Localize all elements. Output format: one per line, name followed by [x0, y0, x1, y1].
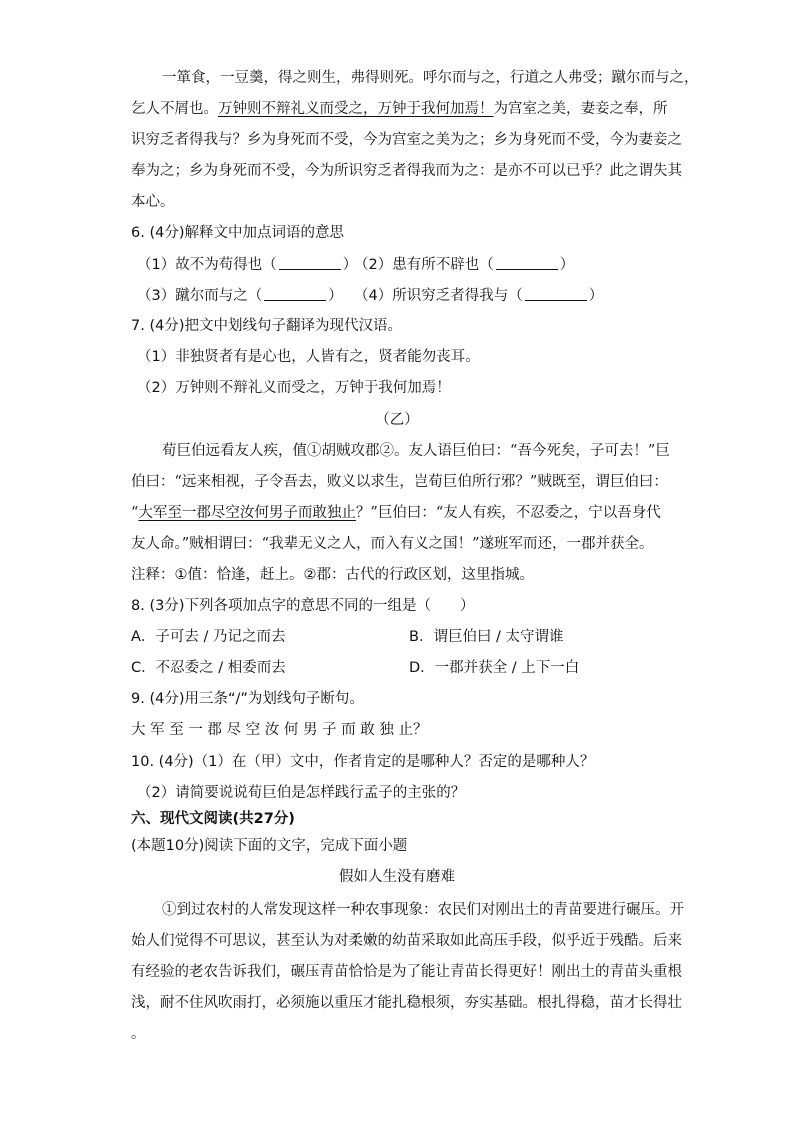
- article-para-1-line-2: 始人们觉得不可思议，甚至认为对柔嫩的幼苗采取如此高压手段，似乎近于残酷。后来: [131, 933, 682, 949]
- answer-blank[interactable]: [525, 288, 587, 301]
- passage-jia-line-2: [131, 102, 668, 117]
- q6-item-3: （3）蹴尔而与之（ ）: [137, 288, 343, 304]
- article-title: 假如人生没有磨难: [339, 869, 455, 885]
- q6-item-4: （4）所识穷乏者得我与（ ）: [354, 288, 604, 304]
- passage-jia-line-3: 识穷乏者得我与？乡为身死而不受，今为宫室之美为之；乡为身死而不受，今为妻妾之: [131, 132, 682, 148]
- article-para-1-line-4: 浅，耐不住风吹雨打，必须施以重压才能扎稳根须，夯实基础。根扎得稳，苗才长得壮: [131, 995, 682, 1011]
- q6-item-2: （2）患有所不辟也（ ）: [354, 257, 575, 273]
- answer-blank[interactable]: [264, 288, 326, 301]
- q9-sentence: 大 军 至 一 郡 尽 空 汝 何 男 子 而 敢 独 止？: [131, 722, 428, 738]
- passage-jia-line-1: 一箪食，一豆羹，得之则生，弗得则死。呼尔而与之，行道之人弗受；蹴尔而与之，: [162, 70, 699, 86]
- q8-option-a[interactable]: A．子可去 / 乃记之而去: [131, 629, 286, 645]
- q10-item-1: 10. (4分)（1）在（甲）文中，作者肯定的是哪种人？否定的是哪种人？: [131, 754, 595, 770]
- article-para-1-line-3: 有经验的老农告诉我们，碾压青苗恰恰是为了能让青苗长得更好！刚出土的青苗头重根: [131, 964, 682, 980]
- passage-yi-title: （乙）: [375, 412, 419, 428]
- passage-jia-line-2-post: 为宫室之美，妻妾之奉，所: [493, 101, 668, 117]
- q7-item-2: （2）万钟则不辩礼义而受之，万钟于我何加焉！: [137, 380, 451, 396]
- q8-option-b[interactable]: B．谓巨伯曰 / 太守谓谁: [409, 629, 564, 645]
- q6-item-1: （1）故不为苟得也（ ）: [137, 257, 358, 273]
- q8-option-c[interactable]: C．不忍委之 / 相委而去: [131, 660, 286, 676]
- passage-jia-line-5: 本心。: [131, 194, 175, 210]
- q7-stem: 7. (4分)把文中划线句子翻译为现代汉语。: [131, 318, 402, 334]
- section-instruction: (本题10分)阅读下面的文字，完成下面小题: [131, 838, 408, 854]
- q9-stem: 9. (4分)用三条“/”为划线句子断句。: [131, 691, 364, 707]
- passage-yi-line-2: 伯曰：“远来相视，子令吾去，败义以求生，岂荀巨伯所行邪？”贼既至，谓巨伯曰：: [131, 474, 668, 490]
- q8-stem: 8. (3分)下列各项加点字的意思不同的一组是（ ）: [131, 598, 475, 614]
- passage-yi-line-1: 荀巨伯远看友人疾，值①胡贼攻郡②。友人语巨伯曰：“吾今死矣，子可去！”巨: [162, 443, 670, 459]
- passage-jia-line-2-pre: 乞人不屑也。: [131, 101, 218, 117]
- article-para-1-line-5: 。: [131, 1026, 146, 1042]
- passage-jia-line-4: 奉为之；乡为身死而不受，今为所识穷乏者得我而为之：是亦不可以已乎？此之谓失其: [131, 163, 682, 179]
- article-para-1-line-1: ①到过农村的人常发现这样一种农事现象：农民们对刚出土的青苗要进行碾压。开: [162, 902, 684, 918]
- q6-stem: 6. (4分)解释文中加点词语的意思: [131, 225, 344, 241]
- answer-blank[interactable]: [496, 257, 558, 270]
- underlined-sentence-jia: 万钟则不辩礼义而受之，万钟于我何加焉！: [218, 101, 494, 117]
- underlined-sentence-yi: 大军至一郡尽空汝何男子而敢独止: [138, 505, 356, 521]
- answer-blank[interactable]: [279, 257, 341, 270]
- passage-yi-line-4: 友人命。”贼相谓曰：“我辈无义之人，而入有义之国！”遂班军而还，一郡并获全。: [131, 536, 654, 552]
- q10-item-2: （2）请简要说说荀巨伯是怎样践行孟子的主张的？: [137, 785, 466, 801]
- passage-yi-note: 注释：①值：恰逢，赶上。②郡：古代的行政区划，这里指城。: [131, 567, 534, 583]
- q8-option-d[interactable]: D．一郡并获全 / 上下一白: [409, 660, 580, 676]
- passage-yi-line-3: “大军至一郡尽空汝何男子而敢独止？”巨伯曰：“友人有疾，不忍委之，宁以吾身代: [131, 505, 661, 521]
- q7-item-1: （1）非独贤者有是心也，人皆有之，贤者能勿丧耳。: [137, 349, 480, 365]
- section-heading: 六、现代文阅读(共27分): [131, 811, 295, 827]
